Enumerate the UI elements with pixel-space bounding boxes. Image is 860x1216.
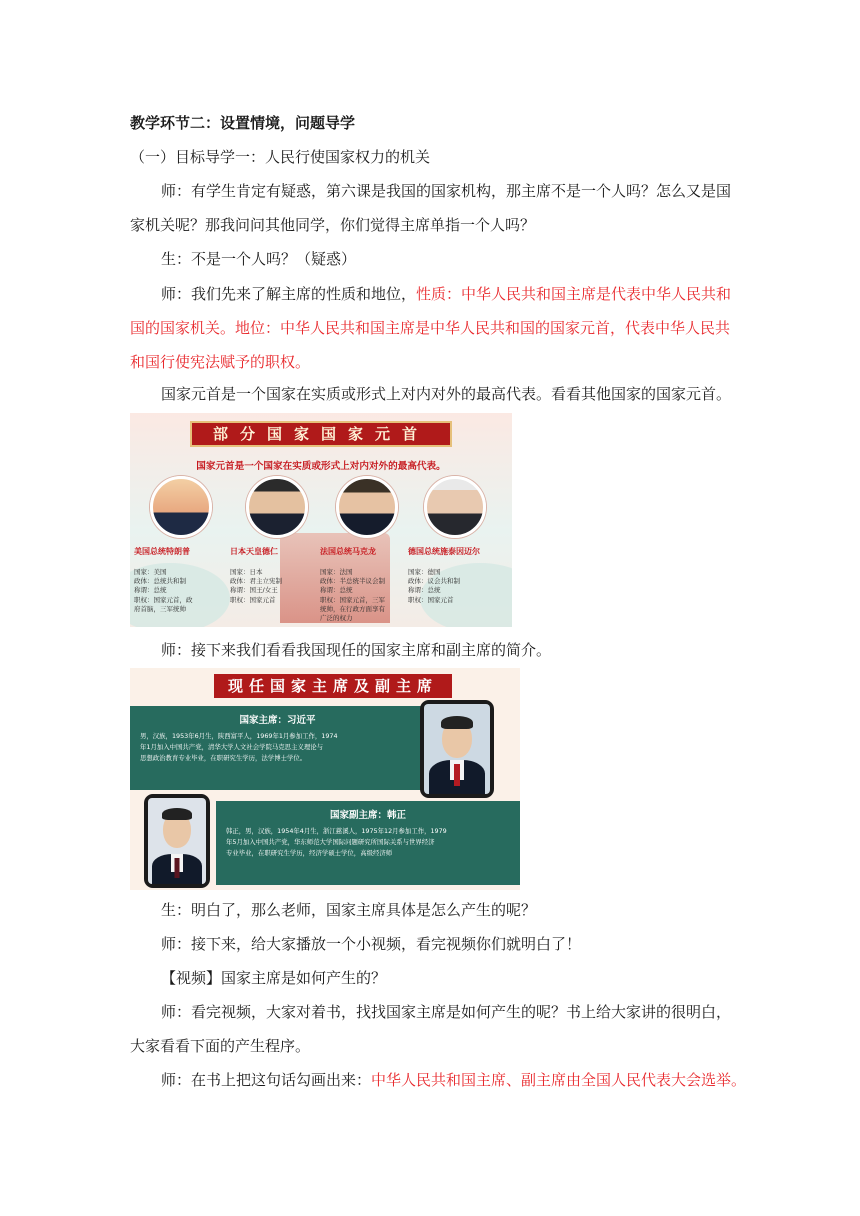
leader-card xyxy=(230,476,320,605)
student-line: 生：明白了，那么老师，国家主席具体是怎么产生的呢？ xyxy=(161,901,537,919)
paragraph-line: 国家元首是一个国家在实质或形式上对内对外的最高代表。看看其他国家的国家元首。 xyxy=(161,385,732,403)
image-subtitle: 国家元首是一个国家在实质或形式上对内对外的最高代表。 xyxy=(196,461,446,472)
leader-info: 国家：日本 政体：君主立宪制 称谓：国王/女王 职权：国家元首 xyxy=(230,568,282,604)
paragraph-text: 师：我们先来了解主席的性质和地位， xyxy=(161,285,417,303)
portrait xyxy=(246,476,308,538)
president-intro-image xyxy=(130,668,520,890)
portrait xyxy=(424,476,486,538)
leader-info: 国家：美国 政体：总统共和制 称谓：总统 职权：国家元首，政 府首脑，三军统帅 xyxy=(134,568,193,613)
paragraph-line: 大家看看下面的产生程序。 xyxy=(130,1037,311,1055)
paragraph-text: 师：在书上把这句话勾画出来： xyxy=(161,1071,372,1089)
paragraph-line xyxy=(161,1070,766,1090)
highlighted-text: 国的国家机关。地位：中华人民共和国主席是中华人民共和国的国家元首，代表中华人民共 xyxy=(130,319,731,337)
paragraph-line: 家机关呢？那我问问其他同学，你们觉得主席单指一个人吗？ xyxy=(130,216,536,234)
subsection-heading: （一）目标导学一：人民行使国家权力的机关 xyxy=(130,148,431,166)
video-line: 【视频】国家主席是如何产生的？ xyxy=(161,969,387,987)
paragraph-line: 师：接下来我们看看我国现任的国家主席和副主席的简介。 xyxy=(161,641,552,659)
image-banner: 现任国家主席及副主席 xyxy=(214,674,452,698)
section-title: 教学环节二：设置情境，问题导学 xyxy=(130,114,356,132)
leader-info: 国家：法国 政体：半总统半议会制 称谓：总统 职权：国家元首，三军 统帅，在行政方面享有 广泛的权力 xyxy=(320,568,385,623)
heads-of-state-image xyxy=(130,413,512,627)
president-portrait xyxy=(424,704,490,794)
vice-president-bio: 韩正，男，汉族，1954年4月生，浙江慈溪人，1975年12月参加工作，1979 年5月加入中国共产党，华东师范大学国际问题研究所国际关系与世界经济 专业毕业，在职研究生学历，经济学硕士学位，高级经济师 xyxy=(226,827,447,857)
paragraph-line xyxy=(161,284,766,304)
highlighted-text: 和国行使宪法赋予的职权。 xyxy=(130,353,311,371)
image-banner: 部分国家国家元首 xyxy=(190,421,452,447)
phone-frame xyxy=(144,794,210,888)
president-bio: 男，汉族，1953年6月生，陕西富平人，1969年1月参加工作，1974 年1月加入中国共产党，清华大学人文社会学院马克思主义理论与 思想政治教育专业毕业，在职研究生学历，法学博士学位。 xyxy=(140,732,338,762)
vice-president-panel xyxy=(216,801,520,885)
president-panel xyxy=(130,706,425,790)
highlighted-text: 中华人民共和国主席、副主席由全国人民代表大会选举。 xyxy=(371,1071,747,1089)
leader-name: 日本天皇德仁 xyxy=(230,547,278,556)
leader-card xyxy=(408,476,498,605)
highlighted-text: 性质：中华人民共和国主席是代表中华人民共和 xyxy=(416,285,732,303)
paragraph-line: 师：看完视频，大家对着书，找找国家主席是如何产生的呢？书上给大家讲的很明白， xyxy=(161,1003,732,1021)
leader-info: 国家：德国 政体：议会共和制 称谓：总统 职权：国家元首 xyxy=(408,568,460,604)
vice-president-portrait xyxy=(148,798,206,884)
leader-card xyxy=(134,476,224,614)
leader-name: 德国总统施泰因迈尔 xyxy=(408,547,480,556)
leader-card xyxy=(320,476,410,623)
leader-name: 法国总统马克龙 xyxy=(320,547,376,556)
leader-name: 美国总统特朗普 xyxy=(134,547,190,556)
portrait xyxy=(336,476,398,538)
portrait xyxy=(150,476,212,538)
vice-president-title: 国家副主席：韩正 xyxy=(329,810,406,821)
phone-frame xyxy=(420,700,494,798)
paragraph-line: 师：有学生肯定有疑惑，第六课是我国的国家机构，那主席不是一个人吗？怎么又是国 xyxy=(161,182,732,200)
president-title: 国家主席：习近平 xyxy=(239,715,316,726)
student-line: 生：不是一个人吗？（疑惑） xyxy=(161,250,357,268)
paragraph-line: 师：接下来，给大家播放一个小视频，看完视频你们就明白了！ xyxy=(161,935,582,953)
